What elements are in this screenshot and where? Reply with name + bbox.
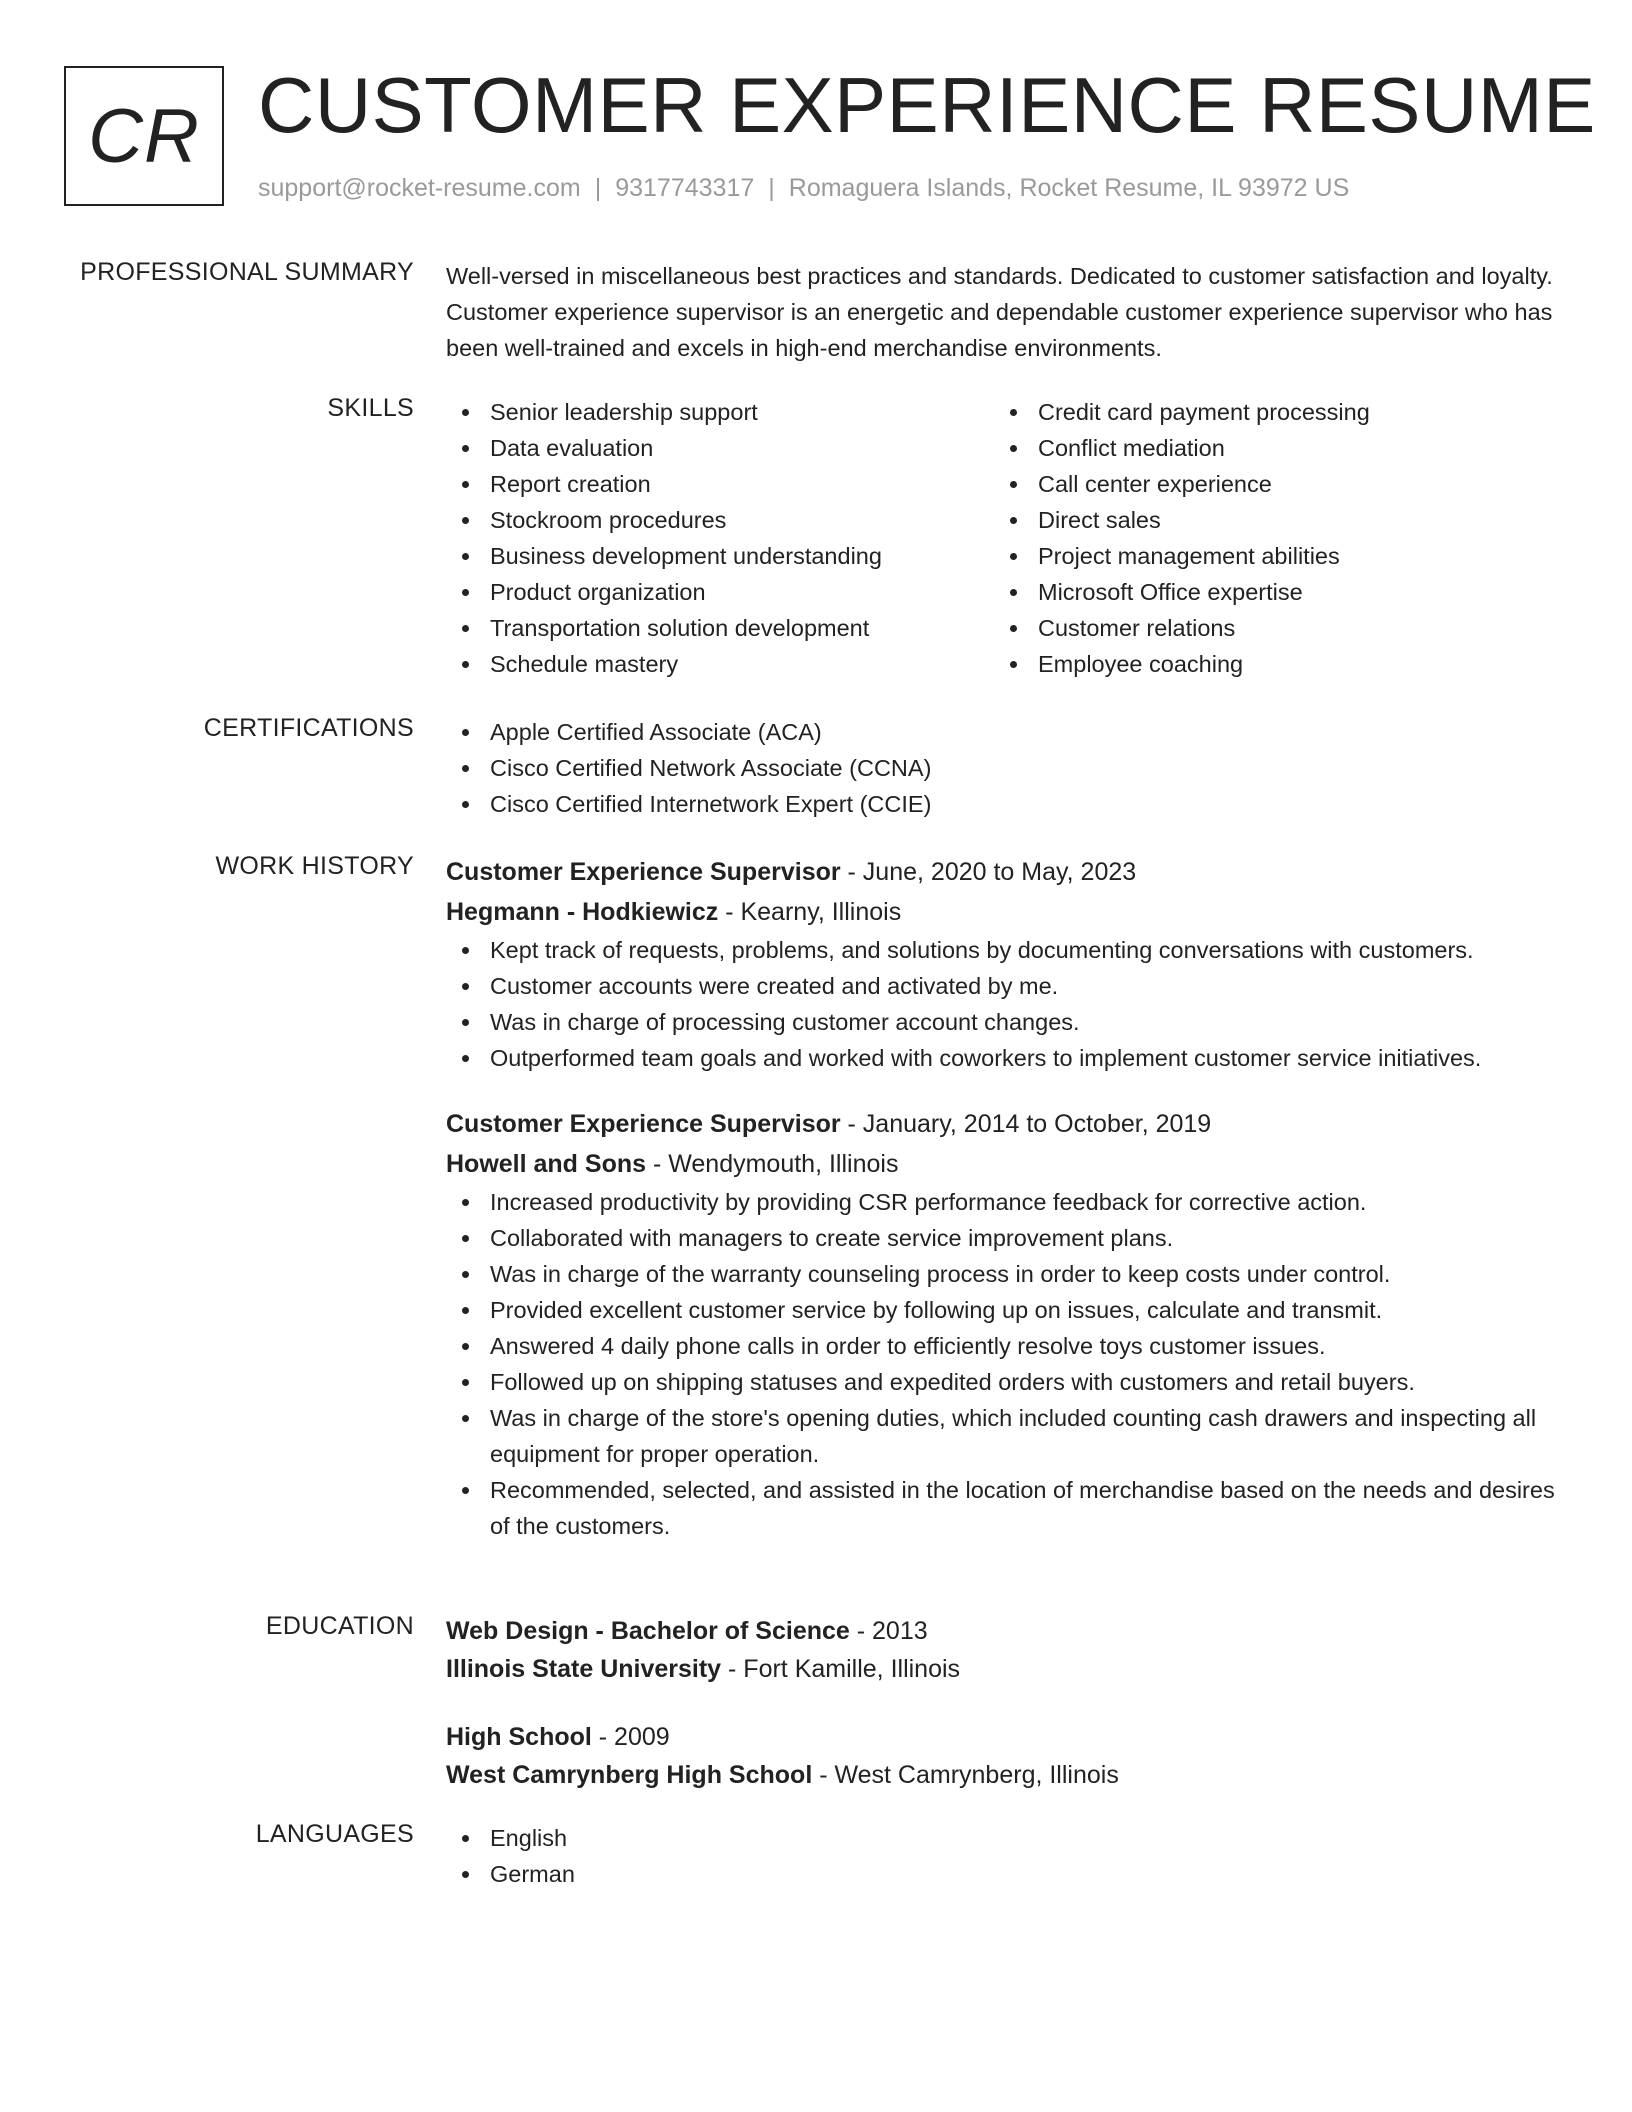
job-bullet: Followed up on shipping statuses and expedited orders with customers and retail buyers. [446,1364,1566,1400]
resume-header [64,61,1596,216]
skill-item: Business development understanding [446,538,994,574]
education-entry [446,1718,1566,1794]
contact-separator: | [594,174,602,202]
skill-item: Customer relations [994,610,1542,646]
skill-item: Credit card payment processing [994,394,1542,430]
certifications-body [446,714,1566,822]
skills-list-right [994,394,1542,682]
section-label: PROFESSIONAL SUMMARY [80,258,414,286]
job-bullet: Customer accounts were created and activated by me. [446,968,1566,1004]
section-label: WORK HISTORY [215,852,414,880]
section-label: EDUCATION [265,1612,414,1640]
job-company-line [446,892,1566,932]
job-bullet: Collaborated with managers to create service improvement plans. [446,1220,1566,1256]
job-location: - Kearny, Illinois [718,898,902,926]
section-label: SKILLS [327,394,414,422]
resume-title: CUSTOMER EXPERIENCE RESUME [258,61,1596,149]
skill-item: Project management abilities [994,538,1542,574]
job-bullet: Recommended, selected, and assisted in the location of merchandise based on the needs and desires of the customers. [446,1472,1566,1544]
skill-item: Transportation solution development [446,610,994,646]
job-company: Hegmann - Hodkiewicz [446,898,719,926]
job-title-line [446,852,1566,892]
job-bullet: Kept track of requests, problems, and solutions by documenting conversations with customers. [446,932,1566,968]
summary-text: Well-versed in miscellaneous best practices and standards. Dedicated to customer satisfaction and loyalty. Customer experience supervisor is an energetic and dependable customer experience supervisor who has been well-trained and excels in high-end merchandise environments. [446,263,1553,361]
job-entry [446,1104,1566,1544]
contact-email[interactable]: support@rocket-resume.com [258,174,581,202]
contact-separator: | [768,174,775,202]
job-dates: - June, 2020 to May, 2023 [840,858,1137,886]
degree: Web Design - Bachelor of Science [446,1617,850,1645]
school-location: - West Camrynberg, Illinois [812,1761,1119,1789]
job-bullet: Increased productivity by providing CSR performance feedback for corrective action. [446,1184,1566,1220]
skills-body [446,394,1566,682]
languages-list [446,1820,1566,1892]
skill-item: Direct sales [994,502,1542,538]
degree-year: - 2013 [849,1617,928,1645]
skill-item: Senior leadership support [446,394,994,430]
job-title: Customer Experience Supervisor [446,858,841,886]
certification-item: Cisco Certified Internetwork Expert (CCIE) [446,786,1566,822]
school: West Camrynberg High School [446,1761,813,1789]
summary-body [446,258,1566,366]
work-history-body [446,852,1566,1544]
contact-line [258,174,1349,203]
job-location: - Wendymouth, Illinois [646,1150,899,1178]
skill-item: Stockroom procedures [446,502,994,538]
job-company: Howell and Sons [446,1150,647,1178]
section-label: CERTIFICATIONS [203,714,414,742]
skill-item: Product organization [446,574,994,610]
job-bullets [446,932,1566,1076]
job-title-line [446,1104,1566,1144]
contact-address: Romaguera Islands, Rocket Resume, IL 93972 US [788,174,1350,202]
school: Illinois State University [446,1655,722,1683]
education-body [446,1612,1566,1794]
job-bullet: Was in charge of the store's opening duties, which included counting cash drawers and inspecting all equipment for proper operation. [446,1400,1566,1472]
certification-item: Apple Certified Associate (ACA) [446,714,1566,750]
skill-item: Microsoft Office expertise [994,574,1542,610]
job-dates: - January, 2014 to October, 2019 [840,1110,1212,1138]
job-bullet: Provided excellent customer service by following up on issues, calculate and transmit. [446,1292,1566,1328]
job-bullets [446,1184,1566,1544]
skill-item: Report creation [446,466,994,502]
section-label: LANGUAGES [255,1820,414,1848]
degree-line [446,1718,1566,1756]
skill-item: Data evaluation [446,430,994,466]
skill-item: Employee coaching [994,646,1542,682]
skill-item: Call center experience [994,466,1542,502]
degree-line [446,1612,1566,1650]
degree-year: - 2009 [591,1723,670,1751]
contact-phone[interactable]: 9317743317 [615,174,755,202]
languages-body [446,1820,1566,1892]
job-bullet: Outperformed team goals and worked with coworkers to implement customer service initiatives. [446,1040,1566,1076]
job-bullet: Answered 4 daily phone calls in order to efficiently resolve toys customer issues. [446,1328,1566,1364]
monogram-logo: CR [64,66,224,206]
language-item: English [446,1820,1566,1856]
skill-item: Schedule mastery [446,646,994,682]
job-title: Customer Experience Supervisor [446,1110,841,1138]
degree: High School [446,1723,592,1751]
job-bullet: Was in charge of processing customer account changes. [446,1004,1566,1040]
job-company-line [446,1144,1566,1184]
school-location: - Fort Kamille, Illinois [721,1655,961,1683]
school-line [446,1756,1566,1794]
job-entry [446,852,1566,1076]
education-entry [446,1612,1566,1688]
certifications-list [446,714,1566,822]
language-item: German [446,1856,1566,1892]
skills-list-left [446,394,994,682]
job-bullet: Was in charge of the warranty counseling process in order to keep costs under control. [446,1256,1566,1292]
skill-item: Conflict mediation [994,430,1542,466]
school-line [446,1650,1566,1688]
certification-item: Cisco Certified Network Associate (CCNA) [446,750,1566,786]
